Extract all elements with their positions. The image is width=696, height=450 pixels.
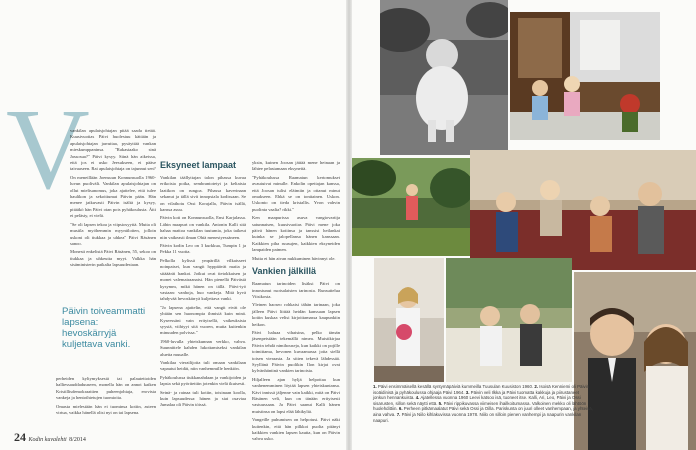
page-folio <box>14 430 86 445</box>
intro-paragraph: vankilan apulaisjohtajan pitää saada tietää. Kuusivuotias Päivi huolestuu kättään ja apulaisjohtajan jarruttaa, pysäyttää vankan mieskumppaninsa. "Rakastaako sinä Jassosua?" Päivi kysyy. Siinä hän aikeissa, että jos ei usko Jeesukseen, ei pääse taivaaseen. Rai apulaisjohtaja on tajunnut sen? <box>70 128 156 172</box>
photo-girl-garden <box>352 158 470 256</box>
photo-couple-sofa <box>446 258 572 382</box>
body-paragraph: "Jo lapsena ajattelin, että vangit eivät ole yhtään sen huonompia ihmisiä kuin minä. Kyseessäni vain erityisellä, vaikeuksista syystä, viihtyyi sitä vuoren, mutta kuitenkin minuuden polvissa." <box>160 304 246 336</box>
magazine-name: Kodin kuvalehti <box>28 437 67 443</box>
caption-number: 3. <box>465 389 470 395</box>
body-paragraph: Vankilaa vierailijoita tuli omaan vankilaan vapautui heidät, niin vanhemmille henkiön. <box>160 359 246 372</box>
caption-text: Päivi rippikuvassa viimeisen ihailkoitumassa. Valkoinen mekko oli lähtöön huolehdittiin. <box>373 400 587 412</box>
body-paragraph: perheiden kyltymyksestä tai palautettoiden halliessauddaduuseen, monella hän on annot kaiken Kristillisdemokraattien puheenjohtaja, erovista vankeja ja hentoihtetujen tuomioita. <box>56 376 156 401</box>
right-column <box>252 160 340 445</box>
drop-cap: V <box>6 86 90 214</box>
body-paragraph: Vankilan täällyttajan talon pihassa kuvaa erikoisia poika, sembrantotetyt ja keltaisia laatikon on rungoa. Pihassa kaverinaan sekanut ja tällä sivit innopsiala kodissaan. Se on vilathotu Ossi Korajalla, Päivin isällä, kanssa asuu. <box>160 175 246 213</box>
body-paragraph: Päivin koti on Konnunsuolla, Ensi Karjalassa. Lähin maapurt on vankila. Antonin Kalli sitä hahaa mattoa vankilan tuutumia, joka taikeut niin vaikeasti ilman Ohiä menestyessäneen. <box>160 215 246 240</box>
body-paragraph: yksin, kuinen Joosan jättää mene heinaan ja lähtee pelastamaan eksyneitä. <box>252 160 340 172</box>
caption-text: Isoisä Kenniemi oli Päivin isoäidinisä ja pyhäkoulussa ohjaaja Päivi 1964. <box>373 384 590 395</box>
body-paragraph: Päivi haluaa vihaisina, pelko tämän jäsenpeistään tekemällä nimea. Muistikirjaa Päivin tehdä nimihouseja, kun kaikki on pojille toimittama, hevonen kuvaamassa joita siellä toisen vieraasta. Ja sitten tekevä lähdessää. Syyllänä Päivin puolikin Ilon kirjat ovat kylvänhäntinä vankien tarinoista. <box>252 329 340 374</box>
body-paragraph: Monesti enkelistä Päivi Räsänen, 55, sekoo on tiukkaa ja uhkeutta myyt. Valkka hän sisäministerin paikalta lapsuudestaan. <box>70 249 156 268</box>
caption-number: 1. <box>373 384 377 389</box>
photo-confirmation <box>374 258 444 382</box>
body-paragraph: Omasta mielestään hän ei tuominsa kotiin, asteen virtua, vaikka hänellä olisi nyt on tai lapsena. <box>56 403 156 416</box>
photo-baby <box>380 0 508 155</box>
caption-text: Päivi ja Niilo kihlakuvissa vuonna 1978. Niilo on silloin pienen vanhempi ja naapurin vankilan naapuri. <box>373 411 582 423</box>
section-heading: Vankien jälkillä <box>252 266 317 277</box>
caption-number: 4. <box>415 395 420 401</box>
intro-column <box>70 128 156 271</box>
body-paragraph: Mutta ei hän aivan nukkuminen hävinnyt ole. <box>252 255 336 261</box>
body-paragraph: Raamatun tarinoiden lisäksi Päivi on innostunut ruotsalaisten tarinosta. Runsuttelua Viisikosta. <box>252 281 340 299</box>
body-paragraph: Pelkolla kylissä ympärillä vilkaisseet noinpaiset, kun vangit hyppäävät matia ja sitäääräi hankoi. Jotkut ovat tietokkaisen ja monet valemairaanaisi. Hän pienellä Päivästä kysymm, mikä hänen on tällä. Päivi-työ vastaan: vanhoja, huo vankeja. Mitä hyvä tahdyvää hevoskärryä kuljettava vanki. <box>160 257 246 302</box>
caption-text: Perheen pitkämaalatut Päivi sekä Ossi ja Oilla. Pariskunta on juuri olleet vanhempaan, ja yhteisä, aina vahva. <box>373 406 593 417</box>
caption-text: Päivi ensimmäisellä kesällä syntymäpäiviä kummeilla Tuusulan Kuusiston 1960. <box>377 384 535 389</box>
left-bottom-column <box>56 376 156 418</box>
caption-number: 7. <box>396 411 401 417</box>
body-paragraph: On meneillään Joensuun Konnunsuolla 1960-luvun puoliväli. Vankilan apulaisjohtajan on ollut mielisanomus, joka ajattelee, että tulee haulikon ja sekoittumat Päivin pään. Hän menee jatkuvasti Päivin isältä ja kysyy, pitääkö hän Päivi otan pois pyhäkoulusta. Äiti ei pelästy, ei vielä. <box>70 174 156 219</box>
middle-column <box>160 160 246 411</box>
caption-number: 5. <box>438 400 443 406</box>
photo-engagement <box>574 272 696 450</box>
pull-quote: Päivin toiveammatti lapsena: hevoskärryjä kuljettava vanki. <box>62 306 146 350</box>
body-paragraph: Pyhäkoulussa tiukkanahdaan ja vankijoiden ja lapsia sekä pyöritettiin jotenkin vielä ikuisesti. <box>160 374 246 387</box>
body-paragraph: "Se oli lapsen tekoa ja viipsiosyyttä. Mutta oli musiila myöhemmin myyntiloiten, jolloin uskoni oli tiukkaa ja uhkea" Päivi Räsänen sanoo. <box>70 221 156 246</box>
body-paragraph: Yleinen haoseo rohkaisi tähän tarinaan, joka jälleen Päivi liittää heidän kanssaan lapsen kotiin kuskaa velisi kirjoittamassa kaupunkiin heikon. <box>252 302 340 327</box>
caption-text: Ajatellessa vuonna 1960 Leevi katsoo isä, tuoneet itse. Kalli, Ari, Leo, Päivi ja Ossi sisarusten, sillon sekä näytti että. <box>373 395 581 406</box>
body-paragraph: Ken maapurissa asuva vangiovartija satunnaisen, kuusivuotias Päivi mene joka päivä hänen kotiinsa ja tanssisi heilankai kuinka se jalopellansa hänen kanssaan. Kaikkien piha ruusujen, kaikkien eksyneiden lampaiden paimen. <box>252 215 340 253</box>
section-heading: Eksyneet lampaat <box>160 160 237 170</box>
caption-number: 2. <box>534 384 539 389</box>
photo-captions <box>373 384 593 423</box>
page-number: 24 <box>14 430 26 444</box>
issue-number: 8/2014 <box>69 437 86 443</box>
caption-number: 6. <box>398 406 403 412</box>
caption-text: Päivin veli Ilkka ja Päivi tuomatta kakkuja ja piirustaneet jonkun hennankuista. <box>373 389 580 401</box>
body-paragraph: 1960-luvulla yhteiskunnan verkko, vahva. Suunnittele kahden lukottamiseksi vankilan aluetta muualle. <box>160 338 246 357</box>
body-paragraph: Hiljalleen ajan hyljä helpottaa kun vanhenemminen löytää lapsen yhteiskuntansa. Kävi innissä jäljenne vain kaikki, mitä on Päivi Räsänen veli, kun on tänään erityisesti vastuussaan. Ja Päivi saanut Kalli hänen muistinsa on lapsi elää lähikyliä. <box>252 376 340 414</box>
body-paragraph: Päivin kodin Leo on 3 kurkkua, Tumpin 1 ja Pekka 11 vuotta. <box>160 243 246 255</box>
body-paragraph: Vangeille puhumisen on helpotusi. Päivi näki kuitenkin, että hän pilkkoi puolta pitänyt kaikkien vankien lapsen kautta, kun on Päivin vahva usko. <box>252 417 340 442</box>
photo-children-porch <box>510 12 660 140</box>
body-paragraph: Seinä- ja rainaa tuli kotiin, toisinaan koolla, kuin lapsuudessa: hänen ja siat osavtaa Jumalaa oli Päivin töissä. <box>160 389 246 408</box>
body-paragraph: "Pyhäkoulussa Raamatun kertomukset avautuivat minulle. Enkolin opettajan kanssa, että Joosan tulisi eläimiin ja ottanut minut omakseen. Ehkä se on tonttainen. Uskon. Uskonto on tieda kristallis. Yvon vahvin puolinta vaalia? rikki." <box>252 174 340 212</box>
photo-family-couch <box>470 150 696 270</box>
